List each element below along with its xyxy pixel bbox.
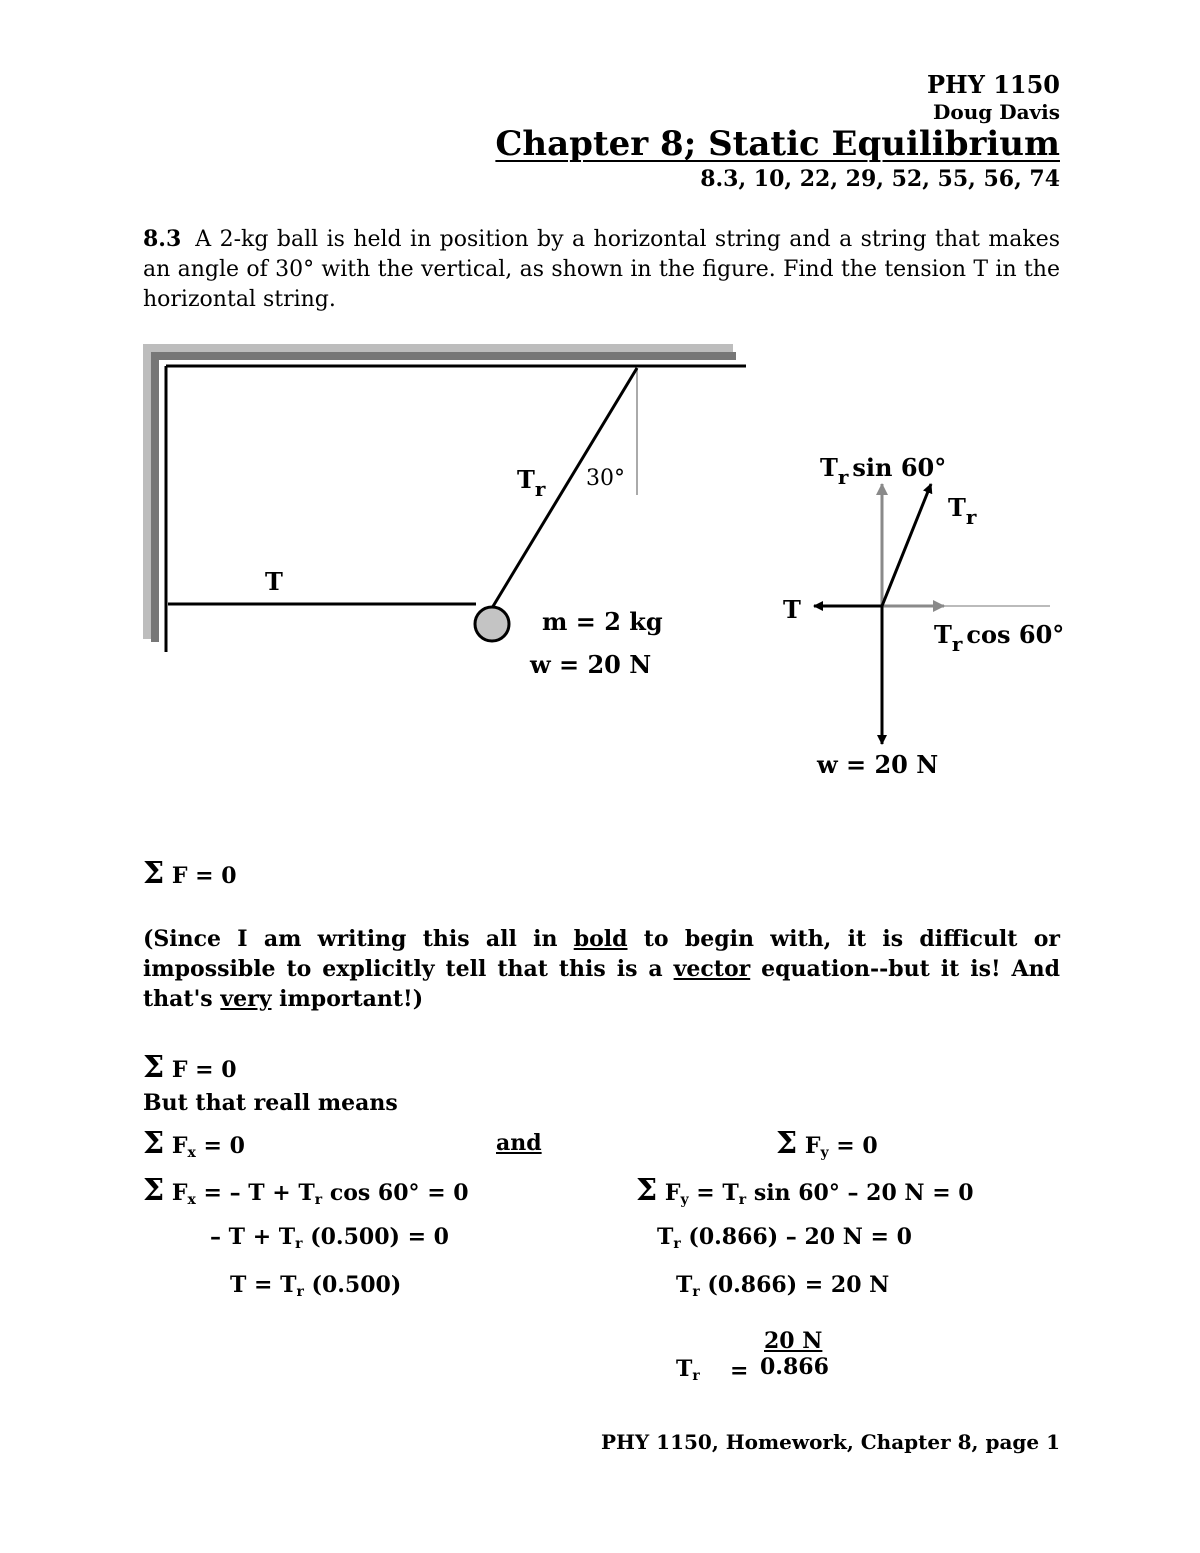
fbd-tr-label: $T_r$ <box>948 493 977 529</box>
mass-label: m = 2 kg <box>542 607 663 636</box>
problem-text: A 2-kg ball is held in position by a horizontal string and a string that makes an angle of 30° with the vertical, as shown in the figure. Find the tension T in the horizontal string. <box>143 227 1060 312</box>
wall-bracket <box>143 344 746 652</box>
free-body-diagram <box>814 484 1050 744</box>
fbd-weight-label: w = 20 N <box>817 750 939 779</box>
fbd-tr-sin-label: $T_r$ sin 60° <box>820 453 947 489</box>
problem-number: 8.3 <box>143 226 182 252</box>
fraction-numerator: 20 N <box>764 1328 823 1354</box>
fy-expanded: Σ $F_y = T_r$ sin 60° – 20 N = 0 <box>636 1173 974 1208</box>
fraction-equals: = <box>730 1358 749 1384</box>
y-equation-line-3: $T_r$ (0.866) = 20 N <box>676 1272 890 1300</box>
tr-label: $T_r$ <box>517 465 546 501</box>
fraction-denominator: 0.866 <box>760 1354 829 1380</box>
sum-f-equation-1: Σ F = 0 <box>143 856 237 891</box>
and-label: and <box>496 1130 542 1156</box>
means-line: But that reall means <box>143 1090 398 1116</box>
sum-fy-zero: Σ $F_y = 0$ <box>776 1126 878 1161</box>
note-paragraph: (Since I am writing this all in bold to begin with, it is difficult or impossible to explicitly tell that this is a vector equation--but it is! And that's very important!) <box>143 926 1061 1012</box>
fx-expanded: Σ $F_x$ = – $T + T_r$ cos 60° = 0 <box>143 1173 469 1208</box>
fbd-tr-arrow <box>882 484 931 606</box>
t-label: T <box>265 567 283 596</box>
chapter-title: Chapter 8; Static Equilibrium <box>495 124 1060 164</box>
author-name: Doug Davis <box>933 100 1060 124</box>
fraction-lhs: $T_r$ <box>676 1356 700 1384</box>
x-equation-line-3: $T = T_r$ (0.500) <box>230 1272 402 1300</box>
course-code: PHY 1150 <box>926 70 1060 99</box>
weight-label: w = 20 N <box>530 650 652 679</box>
sum-f-equation-2: Σ F = 0 <box>143 1050 237 1085</box>
ball <box>475 607 509 641</box>
sum-fx-zero: Σ $F_x = 0$ <box>143 1126 245 1161</box>
angle-label: 30° <box>586 466 625 491</box>
fbd-t-label: T <box>783 595 801 624</box>
x-equation-line-2: – $T + T_r$ (0.500) = 0 <box>210 1224 449 1252</box>
problem-list: 8.3, 10, 22, 29, 52, 55, 56, 74 <box>700 166 1060 192</box>
y-equation-line-2: $T_r$ (0.866) – 20 N = 0 <box>657 1224 912 1252</box>
fbd-tr-cos-label: $T_r$ cos 60° <box>934 620 1065 656</box>
page-footer: PHY 1150, Homework, Chapter 8, page 1 <box>600 1430 1060 1454</box>
